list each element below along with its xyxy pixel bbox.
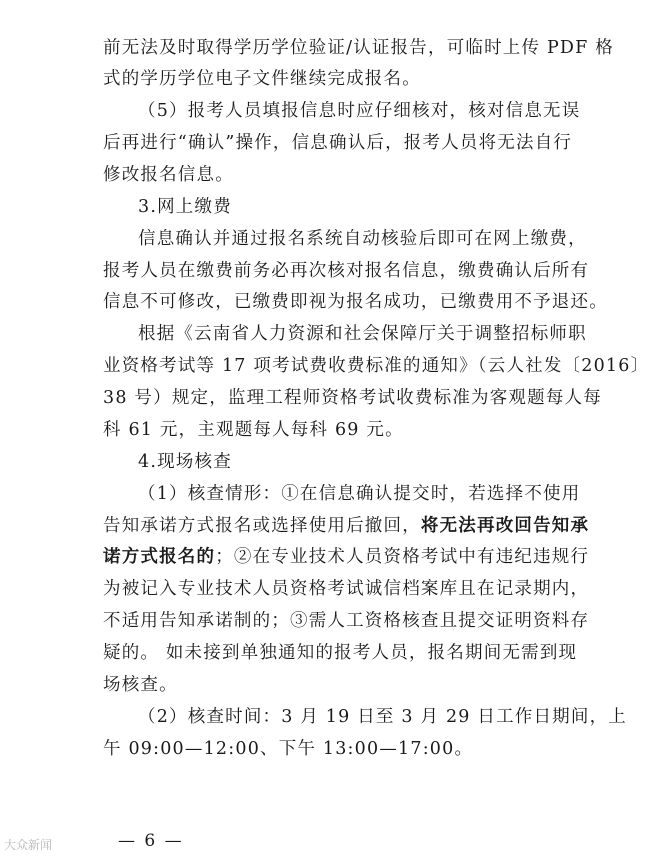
section-heading: 4.现场核查 <box>138 452 232 472</box>
section-heading: 3.网上缴费 <box>138 197 232 217</box>
text-segment: ；②在专业技术人员资格考试中有违纪违规行 <box>215 547 590 567</box>
text-line: 修改报名信息。 <box>103 165 234 185</box>
text-line: 业资格考试等 17 项考试费收费标准的通知》（云人社发〔2016〕 <box>103 356 650 376</box>
bold-text-segment: 将无法再改回告知承 <box>420 516 590 536</box>
text-line: 疑的。 如未接到单独通知的报考人员，报名期间无需到现 <box>103 643 578 663</box>
text-line: 38 号）规定，监理工程师资格考试收费标准为客观题每人每 <box>103 388 602 408</box>
text-line: 午 09:00—12:00、下午 13:00—17:00。 <box>103 739 474 759</box>
text-segment: 告知承诺方式报名或选择使用后撤回， <box>103 516 421 536</box>
text-line: 前无法及时取得学历学位验证/认证报告，可临时上传 PDF 格 <box>103 38 614 58</box>
text-line: （1）核查情形：①在信息确认提交时，若选择不使用 <box>138 484 581 504</box>
text-line: 场核查。 <box>103 675 178 695</box>
text-line <box>103 514 590 538</box>
text-line: 式的学历学位电子文件继续完成报名。 <box>103 69 421 89</box>
text-line: 信息确认并通过报名系统自动核验后即可在网上缴费， <box>138 229 587 249</box>
text-line: 科 61 元，主观题每人每科 69 元。 <box>103 420 404 440</box>
text-line: 为被记入专业技术人员资格考试诚信档案库且在记录期内， <box>103 579 590 599</box>
text-line: 根据《云南省人力资源和社会保障厅关于调整招标师职 <box>138 324 587 344</box>
page-number: — 6 — <box>118 831 184 851</box>
text-line: 后再进行“确认”操作，信息确认后，报考人员将无法自行 <box>103 133 573 153</box>
text-line: 不适用告知承诺制的；③需人工资格核查且提交证明资料存 <box>103 611 590 631</box>
text-line: 报考人员在缴费前务必再次核对报名信息，缴费确认后所有 <box>103 261 590 281</box>
text-line <box>103 545 590 569</box>
text-line: （5）报考人员填报信息时应仔细核对，核对信息无误 <box>138 101 581 121</box>
text-line: 信息不可修改，已缴费即视为报名成功，已缴费用不予退还。 <box>103 292 608 312</box>
text-line: （2）核查时间：3 月 19 日至 3 月 29 日工作日期间，上 <box>138 707 627 727</box>
watermark: 大众新闻 <box>4 838 53 852</box>
bold-text-segment: 诺方式报名的 <box>103 547 216 567</box>
